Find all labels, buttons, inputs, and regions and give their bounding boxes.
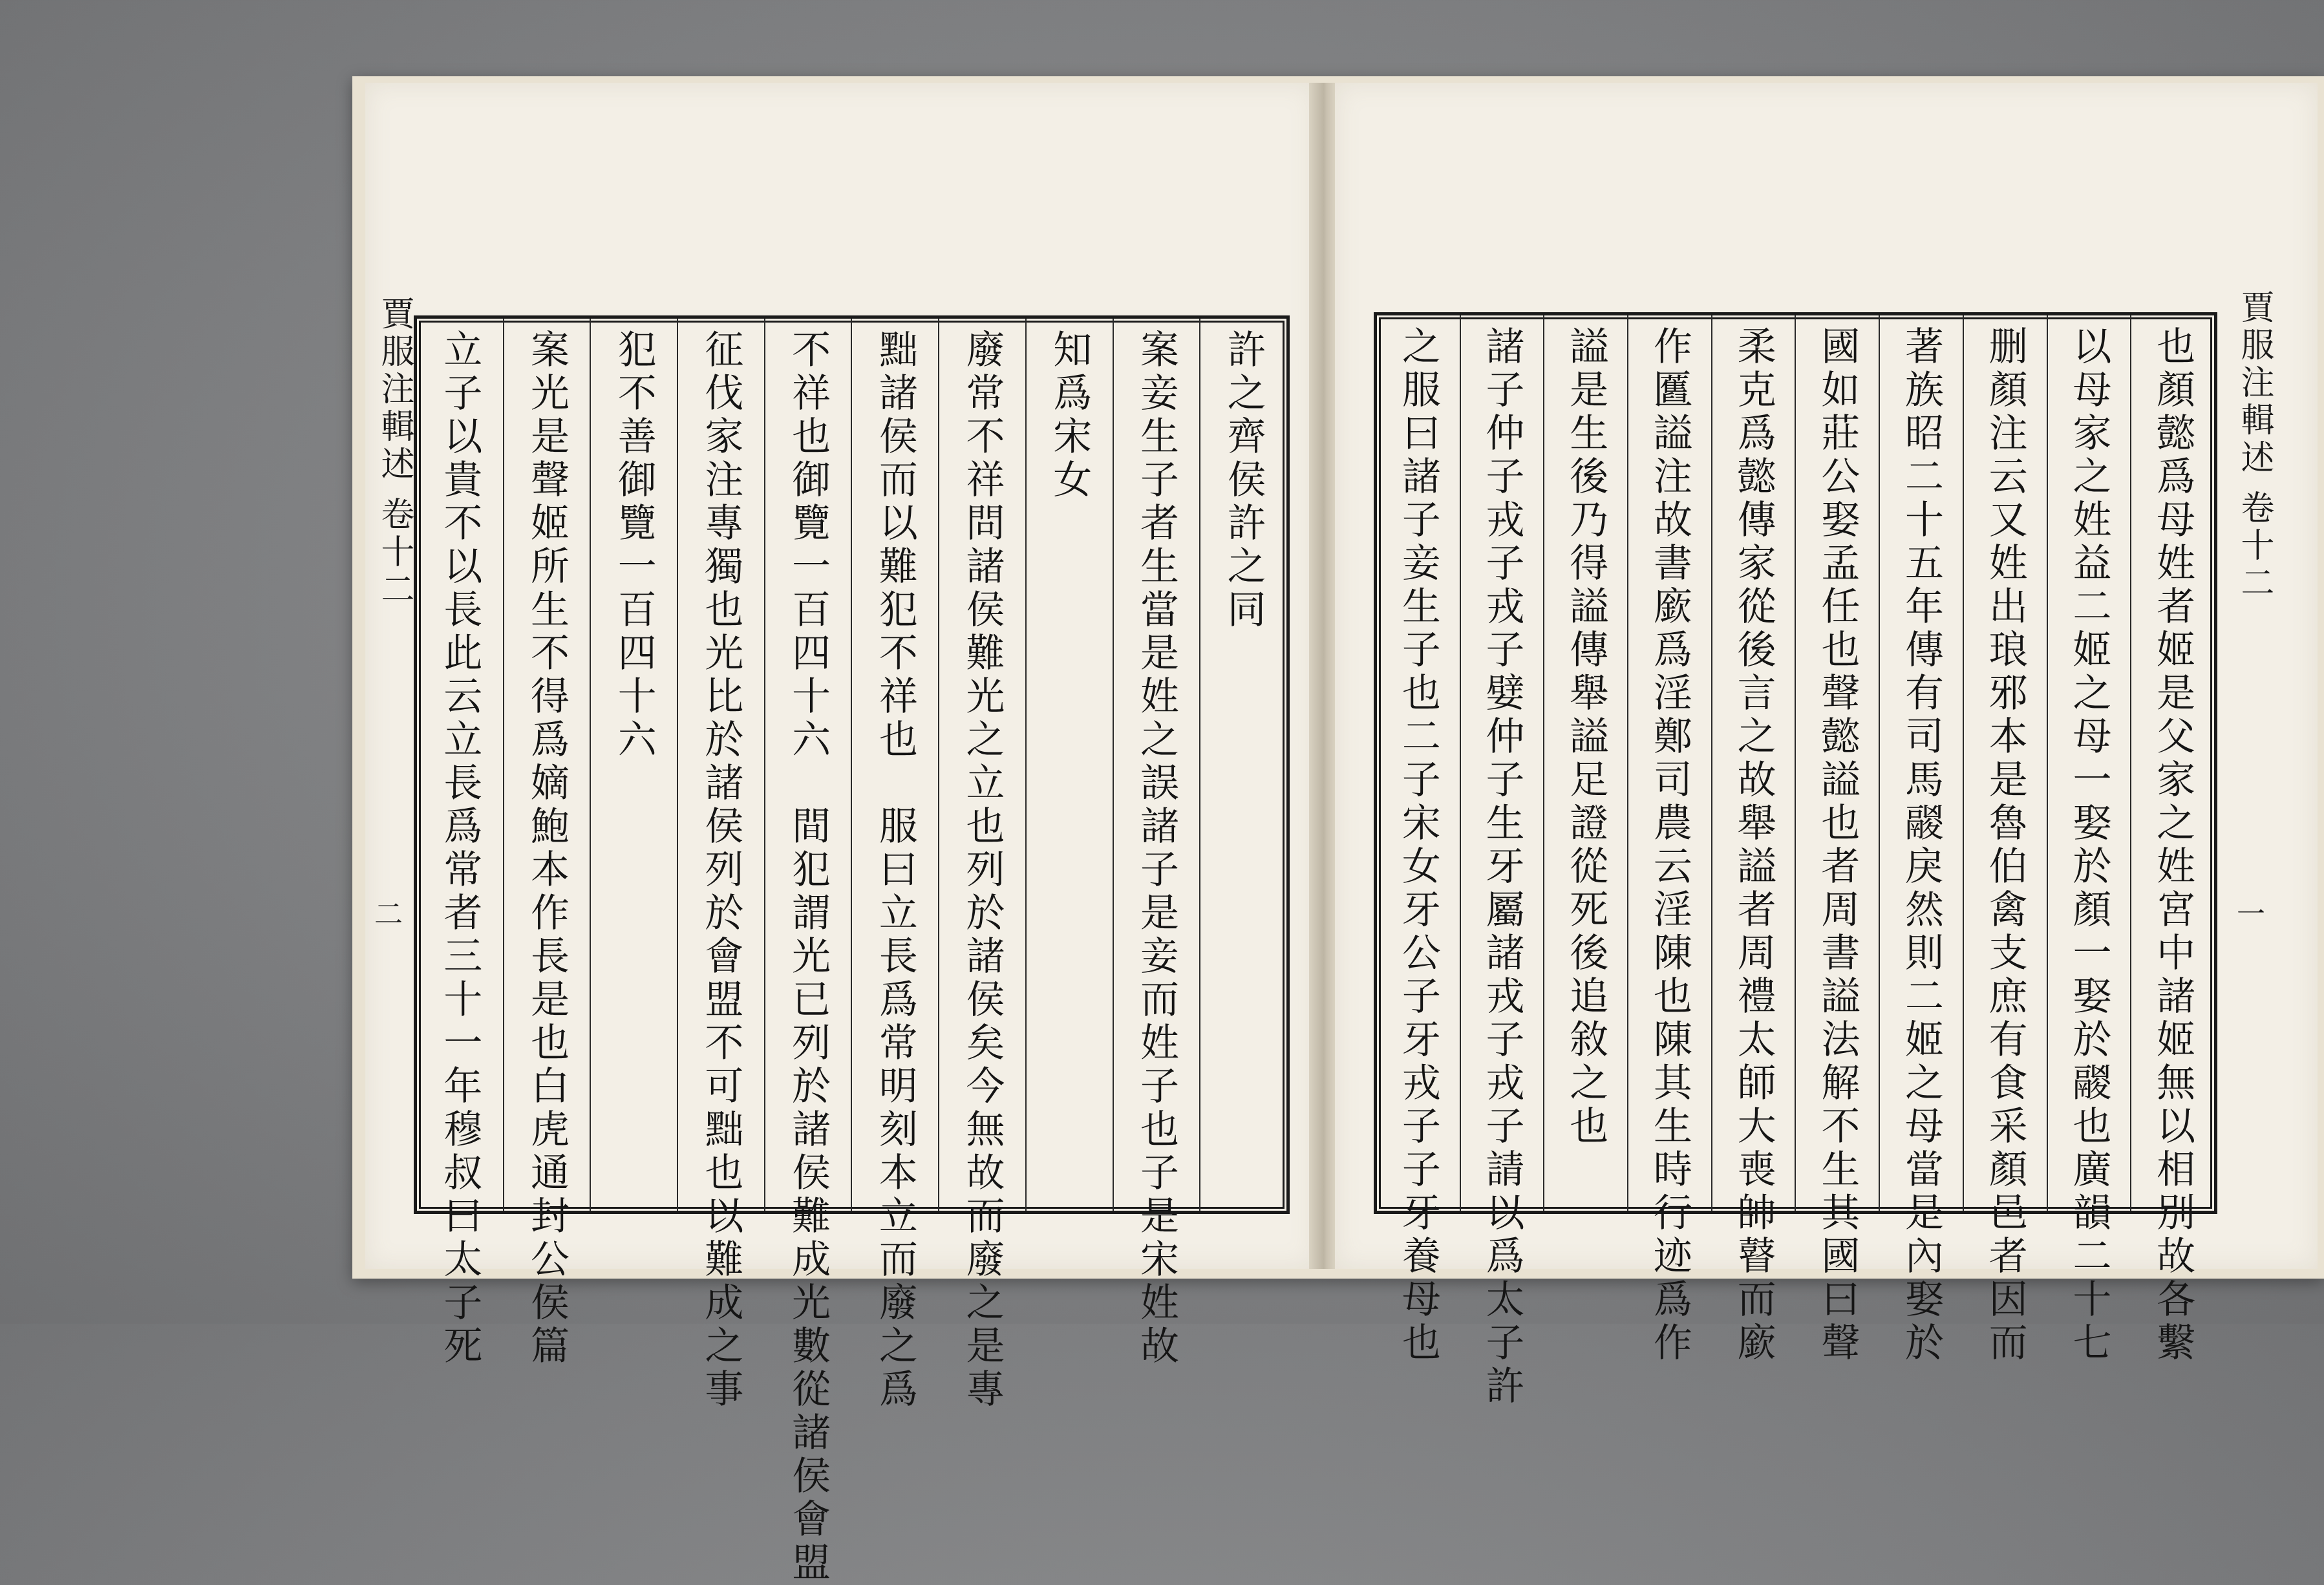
- column-text: 之服曰諸子妾生子也二子宋女牙公子牙戎子子牙養母也: [1395, 326, 1441, 1365]
- column-text: 著族昭二十五年傳有司馬鬷戾然則二姬之母當是內娶於: [1899, 326, 1945, 1365]
- text-column: [503, 319, 590, 1368]
- right-folio: 一: [2237, 898, 2265, 931]
- text-column: [677, 319, 764, 1412]
- column-text: 征伐家注專獨也光比於諸侯列於會盟不可黜也以難成之事: [698, 329, 744, 1412]
- text-column: [1377, 315, 1460, 1365]
- text-column: [1627, 315, 1711, 1365]
- column-text: 謚是生後乃得謚傳舉謚足證從死後追敘之也: [1563, 326, 1609, 1149]
- column-text: 犯不善御覽一百四十六: [611, 329, 657, 762]
- column-text: 諸子仲子戎子戎子嬖仲子生牙屬諸戎子戎子請以爲太子許: [1479, 326, 1525, 1409]
- text-column: [851, 319, 938, 1412]
- right-page: [1335, 83, 2318, 1409]
- left-fore-edge-volume: 卷十二: [375, 496, 414, 609]
- text-column: [1543, 315, 1627, 1211]
- text-column: [1025, 319, 1113, 1211]
- text-column: [764, 319, 851, 1585]
- column-text: 案妾生子者生當是姓之誤諸子是妾而姓子也子是宋姓故: [1133, 329, 1179, 1368]
- text-column: [1711, 315, 1795, 1365]
- right-fore-edge-title: 賈服注輯述: [2235, 290, 2274, 477]
- column-text: 不祥也御覽一百四十六 間犯謂光已列於諸侯難成光數從諸侯會盟: [785, 329, 831, 1585]
- text-column: [1199, 319, 1286, 1211]
- column-text: 黜諸侯而以難犯不祥也 服曰立長爲常明刻本立而廢之爲: [872, 329, 918, 1412]
- column-text: 立子以貴不以長此云立長爲常者三十一年穆叔曰太子死: [437, 329, 483, 1368]
- text-column: [1460, 315, 1544, 1409]
- left-columns: [417, 319, 1286, 1585]
- column-text: 知爲宋女: [1047, 329, 1093, 502]
- open-book: [336, 76, 2274, 1585]
- right-columns: [1377, 315, 2214, 1409]
- column-text: 案光是聲姬所生不得爲嫡鮑本作長是也白虎通封公侯篇: [524, 329, 570, 1368]
- text-column: [1879, 315, 1963, 1365]
- column-text: 也顏懿爲母姓者姬是父家之姓宮中諸姬無以相別故各繫: [2150, 326, 2196, 1365]
- right-fore-edge-volume: 卷十二: [2235, 490, 2274, 602]
- text-column: [1795, 315, 1879, 1365]
- column-text: 廢常不祥問諸侯難光之立也列於諸侯矣今無故而廢之是專: [959, 329, 1005, 1412]
- left-text-frame: [414, 315, 1290, 1585]
- column-text: 許之齊侯許之同: [1221, 329, 1266, 632]
- column-text: 柔克爲懿傳家從後言之故舉謚者周禮太師大喪帥瞽而廞: [1731, 326, 1776, 1365]
- text-column: [1963, 315, 2047, 1365]
- text-column: [590, 319, 677, 1211]
- left-page: [365, 83, 1316, 1585]
- left-folio: 二: [374, 898, 403, 931]
- column-text: 國如莊公娶孟任也聲懿謚也者周書謚法解不生其國曰聲: [1815, 326, 1860, 1365]
- column-text: 作匶謚注故書廞爲淫鄭司農云淫陳也陳其生時行迹爲作: [1647, 326, 1692, 1365]
- column-text: 以母家之姓益二姬之母一娶於顏一娶於鬷也廣韻二十七: [2066, 326, 2112, 1365]
- text-column: [2130, 315, 2214, 1365]
- text-column: [1113, 319, 1200, 1368]
- text-column: [2047, 315, 2131, 1365]
- left-fore-edge-title: 賈服注輯述: [375, 296, 414, 484]
- column-text: 删顏注云又姓出琅邪本是魯伯禽支庶有食采顏邑者因而: [1982, 326, 2028, 1365]
- text-column: [417, 319, 503, 1368]
- right-text-frame: [1374, 312, 2217, 1409]
- text-column: [938, 319, 1025, 1412]
